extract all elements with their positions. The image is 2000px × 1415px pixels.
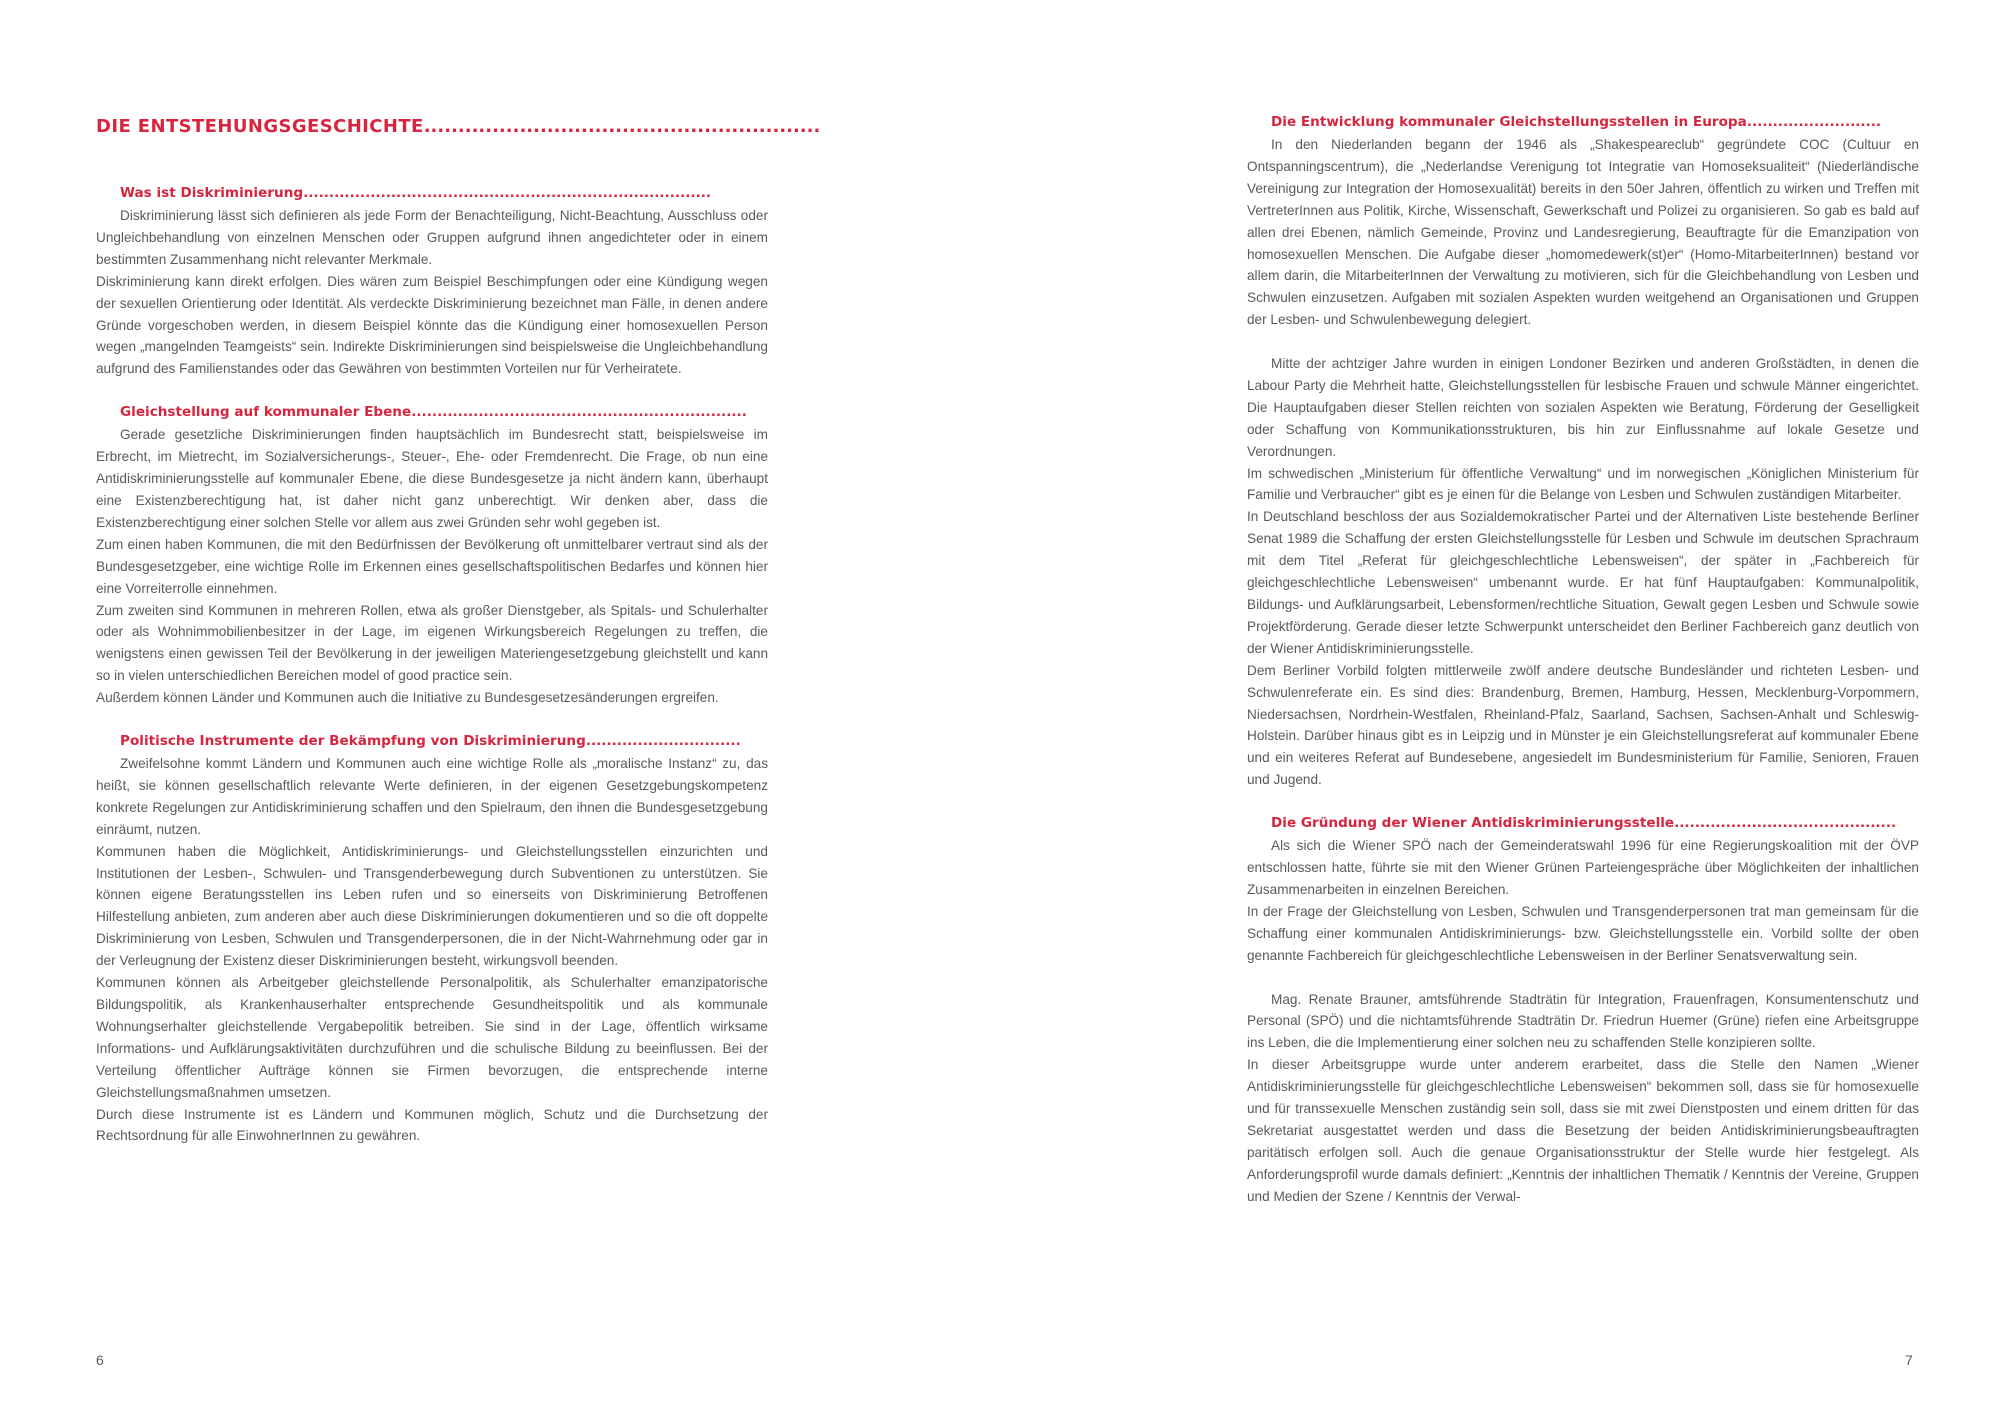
paragraph: Diskriminierung lässt sich definieren als jede Form der Benachteiligung, Nicht-Beachtung, Ausschluss oder Ungleichbehandlung von einzelnen Menschen oder Gruppen aufgrund ihnen angedichteter oder in einem bestimmten Zusammenhang nicht relevanter Merkmale. [96,208,768,267]
section-heading-leader: ........................................... [1674,815,1897,832]
page-number: 7 [1905,1352,1913,1368]
right-page [1000,0,2000,1415]
section-heading [1247,112,1919,132]
paragraph: Dem Berliner Vorbild folgten mittlerweile zwölf andere deutsche Bundesländer und richteten Lesben- und Schwulenreferate ein. Es sind dies: Brandenburg, Bremen, Hamburg, Hessen, Mecklenburg-Vorpommern, Niedersachsen, Nordrhein-Westfalen, Rheinland-Pfalz, Saarland, Sachsen, Sachsen-Anhalt und Schleswig-Holstein. Darüber hinaus gibt es in Leipzig und in Münster je ein Gleichstellungsreferat auf kommunaler Ebene und ein weiteres Referat auf Bundesebene, angesiedelt im Bundesministerium für Familie, Senioren, Frauen und Jugend. [1247,662,1919,788]
right-column [1247,112,1919,1230]
paragraph: Diskriminierung kann direkt erfolgen. Dies wären zum Beispiel Beschimpfungen oder eine Kündigung wegen der sexuellen Orientierung oder Identität. Als verdeckte Diskriminierung bezeichnet man Fälle, in denen andere Gründe vorgeschoben werden, in diesem Beispiel könnte das die Kündigung einer homosexuellen Person wegen „mangelnden Teamgeists“ sein. Indirekte Diskriminierungen sind beispielsweise die Ungleichbehandlung aufgrund des Familienstandes oder das Gewähren von bestimmten Vorteilen nur für Verheiratete. [96,273,768,377]
section-heading-leader: .............................. [585,733,741,750]
paragraph: In Deutschland beschloss der aus Sozialdemokratischer Partei und der Alternativen Liste bestehende Berliner Senat 1989 die Schaffung der ersten Gleichstellungsstelle für Lesben und Schwule im deutschen Sprachraum mit dem Titel „Referat für gleichgeschlechtliche Lebensweisen“, der später in „Fachbereich für gleichgeschlechtliche Lebensweisen“ umbenannt wurde. Er hat fünf Hauptaufgaben: Kommunalpolitik, Bildungs- und Aufklärungsarbeit, Lebensformen/rechtliche Situation, Gewalt gegen Lesben und Schwule sowie Projektförderung. Gerade dieser letzte Schwerpunkt unterscheidet den Berliner Fachbereich ganz deutlich von der Wiener Antidiskriminierungsstelle. [1247,509,1919,656]
paragraph: Als sich die Wiener SPÖ nach der Gemeinderatswahl 1996 für eine Regierungskoalition mit der ÖVP entschlossen hatte, führte sie mit den Wiener Grünen Parteiengespräche über Möglichkeiten der inhaltlichen Zusammenarbeiten in einzelnen Bereichen. [1247,838,1919,897]
section-gruendung-wiener-stelle [1247,813,1919,1207]
section-heading-text: Gleichstellung auf kommunaler Ebene [120,404,412,421]
paragraph: In den Niederlanden begann der 1946 als „Shakespeareclub“ gegründete COC (Cultuur en Ontspanningscentrum), die „Nederlandse Verenigung tot Integratie van Homoseksualiteit“ (Niederländische Vereinigung zur Integration der Homosexualität) bereits in den 50er Jahren, öffentlich zu wirken und Treffen mit VertreterInnen aus Politik, Kirche, Wissenschaft, Gewerkschaft und Polizei zu organisieren. So gab es bald auf allen drei Ebenen, nämlich Gemeinde, Provinz und Landesregierung, Beauftragte für die Emanzipation von homosexuellen Menschen. Die Aufgabe dieser „homomedewerk(st)er“ (Homo-MitarbeiterInnen) bestand vor allem darin, die MitarbeiterInnen der Verwaltung zu motivieren, sich für die Gleichbehandlung von Lesben und Schwulen einzusetzen. Aufgaben mit sozialen Aspekten wurden weitgehend an Organisationen und Gruppen der Lesben- und Schwulenbewegung delegiert. [1247,137,1919,328]
page-number: 6 [96,1352,104,1368]
paragraph: Durch diese Instrumente ist es Ländern und Kommunen möglich, Schutz und die Durchsetzung der Rechtsordnung für alle EinwohnerInnen zu gewähren. [96,1106,768,1144]
section-gleichstellung-kommunal [96,402,768,709]
chapter-title [96,116,821,137]
section-politische-instrumente [96,731,768,1147]
paragraph: Zum zweiten sind Kommunen in mehreren Rollen, etwa als großer Dienstgeber, als Spitals- und Schulerhalter oder als Wohnimmobilienbesitzer in der Lage, im eigenen Wirkungsbereich Regelungen zu treffen, die wenigstens einen gewissen Teil der Bevölkerung in der jeweiligen Materiengesetzgebung gleichstellt und kann so in vielen unterschiedlichen Bereichen model of good practice sein. [96,602,768,684]
left-column [96,112,821,1169]
paragraph: Gerade gesetzliche Diskriminierungen finden hauptsächlich im Bundesrecht statt, beispielsweise im Erbrecht, im Mietrecht, im Sozialversicherungs-, Steuer-, Ehe- oder Fremdenrecht. Die Frage, ob nun eine Antidiskriminierungsstelle auf kommunaler Ebene, die diese Bundesgesetze ja nicht ändern kann, überhaupt eine Existenzberechtigung hat, ist daher nicht ganz unberechtigt. Wir denken aber, dass die Existenzberechtigung einer solchen Stelle vor allem aus zwei Gründen sehr wohl gegeben ist. [96,427,768,530]
paragraph: Zum einen haben Kommunen, die mit den Bedürfnissen der Bevölkerung oft unmittelbarer vertraut sind als der Bundesgesetzgeber, eine wichtige Rolle im Erkennen eines gesellschaftspolitischen Bedarfes und können hier eine Vorreiterrolle einnehmen. [96,536,768,596]
section-heading-text: Die Gründung der Wiener Antidiskriminierungsstelle [1271,815,1675,832]
section-heading-leader: ................................................................. [411,404,747,421]
paragraph: Außerdem können Länder und Kommunen auch die Initiative zu Bundesgesetzesänderungen ergreifen. [96,690,719,706]
section-heading [1247,813,1919,833]
section-heading-text: Was ist Diskriminierung [120,185,304,201]
paragraph: In dieser Arbeitsgruppe wurde unter anderem erarbeitet, dass die Stelle den Namen „Wiener Antidiskriminierungsstelle für gleichgeschlechtliche Lebensweisen“ bekommen soll, dass sie für homosexuelle und für transsexuelle Menschen zuständig sein soll, dass sie mit zwei Dienstposten und einem dritten für das Sekretariat ausgestattet werden und dass die Besetzung der beiden Antidiskriminierungsbeauftragten paritätisch erfolgen soll. Auch die genaue Organisationsstruktur der Stelle wurde hier festgelegt. Als Anforderungsprofil wurde damals definiert: „Kenntnis der inhaltlichen Thematik / Kenntnis der Vereine, Gruppen und Medien der Szene / Kenntnis der Verwal- [1247,1057,1919,1204]
section-heading [96,731,768,751]
paragraph: Zweifelsohne kommt Ländern und Kommunen auch eine wichtige Rolle als „moralische Instanz“ zu, das heißt, sie können gesellschaftlich relevante Werte definieren, in der eigenen Gesetzgebungskompetenz konkrete Regelungen zur Antidiskriminierung schaffen und den Spielraum, den ihnen die Bundesgesetzgebung einräumt, nutzen. [96,756,768,837]
chapter-title-leader: .......................................................... [423,116,821,137]
paragraph: Mitte der achtziger Jahre wurden in einigen Londoner Bezirken und anderen Großstädten, in denen die Labour Party die Mehrheit hatte, Gleichstellungsstellen für lesbische Frauen und schwule Männer eingerichtet. Die Hauptaufgaben dieser Stellen reichten von sozialen Aspekten wie Beratung, Förderung der Geselligkeit oder Schaffung von Kommunikationsstrukturen, bis hin zur Einflussnahme auf lokale Gesetze und Verordnungen. [1247,356,1919,459]
paragraph: Kommunen können als Arbeitgeber gleichstellende Personalpolitik, als Schulerhalter emanzipatorische Bildungspolitik, als Krankenhauserhalter entsprechende Gesundheitspolitik und als kommunale Wohnungserhalter gleichstellende Vergabepolitik betreiben. Sie sind in der Lage, öffentlich wirksame Informations- und Aufklärungsaktivitäten durchzuführen und die schulische Bildung zu beeinflussen. Bei der Verteilung öffentlicher Aufträge können sie Firmen bevorzugen, die entsprechende interne Gleichstellungsmaßnahmen umsetzen. [96,975,768,1100]
paragraph: Im schwedischen „Ministerium für öffentliche Verwaltung“ und im norwegischen „Königlichen Ministerium für Familie und Verbraucher“ gibt es je einen für die Belange von Lesben und Schwulen zuständigen Mitarbeiter. [1247,465,1919,503]
section-heading-text: Politische Instrumente der Bekämpfung von Diskriminierung [120,733,586,750]
section-was-ist-diskriminierung [96,183,768,380]
section-heading [96,402,768,422]
paragraph: In der Frage der Gleichstellung von Lesben, Schwulen und Transgenderpersonen trat man gemeinsam für die Schaffung einer kommunalen Antidiskriminierungs- bzw. Gleichstellungsstelle ein. Vorbild sollte der oben genannte Fachbereich für gleichgeschlechtliche Lebensweisen in der Berliner Senatsverwaltung sein. [1247,903,1919,963]
section-heading-leader: ............................................................................... [303,185,712,201]
section-heading-text: Die Entwicklung kommunaler Gleichstellungsstellen in Europa [1271,114,1747,130]
section-entwicklung-europa [1247,112,1919,791]
section-heading [96,183,768,203]
chapter-title-text: DIE ENTSTEHUNGSGESCHICHTE [96,116,424,137]
paragraph: Mag. Renate Brauner, amtsführende Stadträtin für Integration, Frauenfragen, Konsumentenschutz und Personal (SPÖ) und die nichtamtsführende Stadträtin Dr. Friedrun Huemer (Grüne) riefen eine Arbeitsgruppe ins Leben, die die Implementierung einer solchen neu zu schaffenden Stelle konzipieren sollte. [1247,991,1919,1051]
paragraph: Kommunen haben die Möglichkeit, Antidiskriminierungs- und Gleichstellungsstellen einzurichten und Institutionen der Lesben-, Schwulen- und Transgenderbewegung durch Subventionen zu unterstützen. Sie können eigene Beratungsstellen ins Leben rufen und so einerseits von Diskriminierung Betroffenen Hilfestellung anbieten, zum anderen aber auch diese Diskriminierungen dokumentieren und so die oft doppelte Diskriminierung von Lesben, Schwulen und Transgenderpersonen, die in der Nicht-Wahrnehmung oder gar in der Verleugnung der Existenz dieser Diskriminierungen besteht, wirkungsvoll beenden. [96,843,768,969]
section-heading-leader: .......................... [1746,114,1882,130]
